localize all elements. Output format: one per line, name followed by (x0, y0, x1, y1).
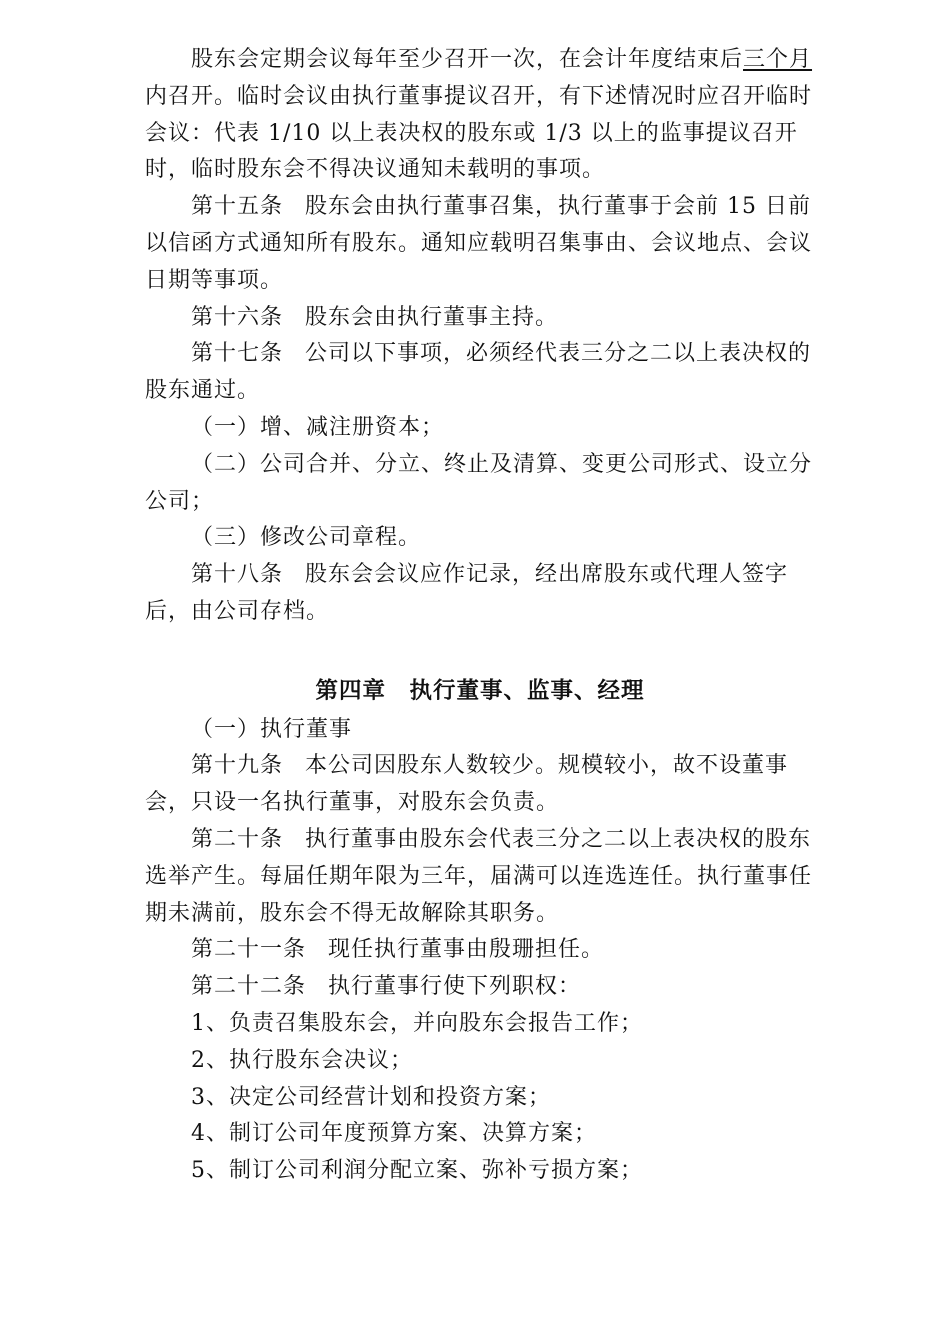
article-17 (145, 336, 815, 410)
list-item: 3、决定公司经营计划和投资方案； (191, 1084, 551, 1110)
article-20 (145, 822, 815, 932)
article-label: 第十七条 (191, 341, 284, 367)
article-22 (145, 969, 815, 1006)
document-page (145, 42, 815, 1190)
article-text: 公司以下事项，必须经代表三分之二以上表决权的股东通过。 (145, 341, 812, 404)
section-heading: （一）执行董事 (191, 716, 353, 742)
list-item: （二）公司合并、分立、终止及清算、变更公司形式、设立分公司； (145, 451, 813, 514)
article-label: 第十五条 (191, 194, 284, 220)
article-15 (145, 189, 815, 299)
article-text: 股东会由执行董事召集，执行董事于会前 15 日前以信函方式通知所有股东。通知应载明召集事由、会议地点、会议日期等事项。 (145, 194, 813, 293)
article-label: 第十六条 (191, 304, 284, 330)
article-label: 第十八条 (191, 562, 284, 588)
text-segment: 内召开。临时会议由执行董事提议召开，有下述情况时应召开临时会议：代表 1/10 以上表决权的股东或 1/3 以上的监事提议召开时，临时股东会不得决议通知未载明的事项。 (145, 83, 813, 183)
list-item: 2、执行股东会决议； (191, 1047, 413, 1073)
chapter-heading: 第四章 执行董事、监事、经理 (315, 677, 645, 704)
article-label: 第二十二条 (191, 974, 307, 1000)
article-text: 执行董事行使下列职权： (328, 974, 582, 1000)
paragraph-shareholder-meetings (145, 42, 815, 189)
article-text: 执行董事由股东会代表三分之二以上表决权的股东选举产生。每届任期年限为三年，届满可以连选连任。执行董事任期未满前，股东会不得无故解除其职务。 (145, 826, 813, 926)
underlined-term: 三个月 (743, 47, 813, 72)
article-label: 第二十一条 (191, 937, 307, 963)
article-21 (145, 932, 815, 969)
list-item: （三）修改公司章程。 (191, 525, 422, 551)
article-text: 本公司因股东人数较少。规模较小，故不设董事会，只设一名执行董事，对股东会负责。 (145, 753, 789, 816)
list-item: 4、制订公司年度预算方案、决算方案； (191, 1121, 597, 1147)
article-18 (145, 557, 815, 631)
article-text: 股东会由执行董事主持。 (305, 304, 559, 330)
list-item: 5、制订公司利润分配立案、弥补亏损方案； (191, 1158, 643, 1184)
article-text: 股东会会议应作记录，经出席股东或代理人签字后，由公司存档。 (145, 562, 789, 624)
article-label: 第二十条 (191, 826, 284, 852)
article-16 (145, 300, 815, 337)
list-item: （一）增、减注册资本； (191, 414, 445, 440)
list-item: 1、负责召集股东会，并向股东会报告工作； (191, 1010, 643, 1036)
article-label: 第十九条 (191, 753, 284, 779)
text-segment: 股东会定期会议每年至少召开一次，在会计年度结束后 (191, 47, 744, 72)
article-text: 现任执行董事由殷珊担任。 (328, 937, 605, 963)
article-19 (145, 748, 815, 822)
